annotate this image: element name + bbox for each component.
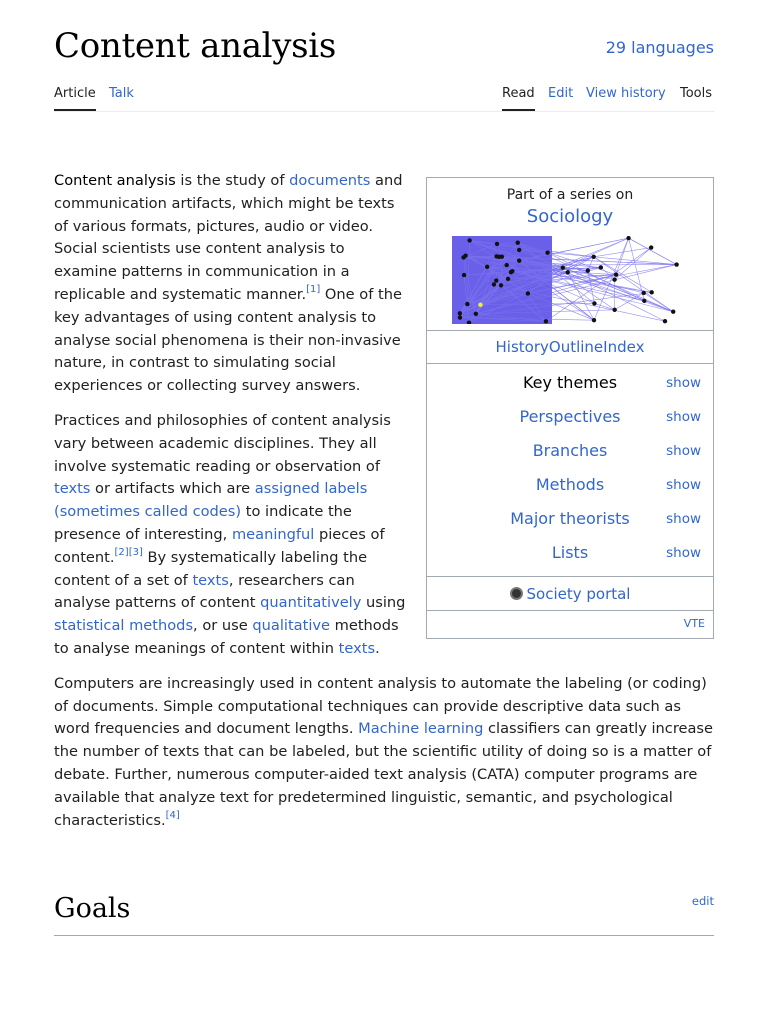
text: or artifacts which are bbox=[90, 480, 255, 498]
show-toggle[interactable]: show bbox=[666, 477, 701, 493]
text: methods to analyse meanings of content within bbox=[54, 617, 399, 657]
citation-3[interactable]: [3] bbox=[128, 546, 143, 558]
link-qualitative[interactable]: qualitative bbox=[252, 617, 330, 635]
text: , or use bbox=[193, 617, 253, 635]
text: Computers are increasingly used in content analysis to automate the labeling (or coding) of documents. Simple computational techniques can provide descriptive data such as word frequencies and document lengths. bbox=[54, 674, 707, 738]
infobox-row-label[interactable]: Branches bbox=[532, 441, 608, 460]
tab-edit[interactable]: Edit bbox=[548, 86, 574, 101]
infobox-row-label[interactable]: Perspectives bbox=[519, 407, 621, 426]
infobox-row-perspectives[interactable] bbox=[427, 402, 713, 436]
page-title: Content analysis bbox=[54, 26, 337, 66]
link-documents[interactable]: documents bbox=[289, 172, 371, 189]
sociology-network-image[interactable] bbox=[452, 236, 688, 324]
show-toggle[interactable]: show bbox=[666, 375, 701, 391]
languages-button[interactable]: 29 languages bbox=[605, 38, 714, 57]
link-quantitatively[interactable]: quantitatively bbox=[260, 594, 362, 612]
infobox-row-methods[interactable] bbox=[427, 470, 713, 504]
show-toggle[interactable]: show bbox=[666, 443, 701, 459]
link-texts[interactable]: texts bbox=[54, 480, 91, 498]
vte-links[interactable]: VTE bbox=[427, 610, 713, 638]
link-texts-2[interactable]: texts bbox=[192, 571, 229, 589]
section-heading: Goals bbox=[54, 893, 131, 924]
text: Practices and philosophies of content analysis vary between academic disciplines. They all involve systematic reading or observation of bbox=[54, 411, 391, 475]
society-portal-link[interactable] bbox=[427, 576, 713, 610]
tab-talk[interactable]: Talk bbox=[109, 86, 134, 101]
infobox-row-label[interactable]: Lists bbox=[551, 543, 589, 562]
article-body bbox=[54, 170, 714, 844]
link-meaningful[interactable]: meaningful bbox=[231, 525, 315, 543]
sociology-infobox bbox=[426, 177, 714, 639]
infobox-row-key-themes[interactable] bbox=[427, 368, 713, 402]
text: and communication artifacts, which might be texts of various formats, pictures, audio or video. Social scientists use content analysis to examine patterns in communication in a replicable and systematic manner. bbox=[54, 172, 403, 303]
link-machine-learning[interactable]: Machine learning bbox=[358, 720, 484, 738]
infobox-series-link[interactable]: Sociology bbox=[526, 206, 614, 227]
citation-4[interactable]: [4] bbox=[165, 809, 180, 821]
link-texts-3[interactable]: texts bbox=[338, 639, 376, 657]
tab-view-history[interactable]: View history bbox=[586, 86, 666, 101]
text: , researchers can analyse patterns of content bbox=[54, 571, 355, 612]
show-toggle[interactable]: show bbox=[666, 545, 701, 561]
citation-2[interactable]: [2] bbox=[114, 546, 129, 558]
text: pieces of content. bbox=[54, 525, 385, 566]
infobox-nav-links[interactable]: HistoryOutlineIndex bbox=[427, 330, 713, 363]
society-portal-icon bbox=[510, 587, 523, 600]
text: to indicate the presence of interesting, bbox=[54, 503, 352, 543]
text: is the study of bbox=[175, 172, 290, 189]
paragraph-computers bbox=[54, 673, 714, 833]
infobox-row-lists[interactable] bbox=[427, 538, 713, 572]
infobox-row-label[interactable]: Methods bbox=[535, 475, 605, 494]
infobox-row-label: Key themes bbox=[522, 373, 618, 392]
tab-read[interactable]: Read bbox=[502, 86, 535, 111]
citation-1[interactable]: [1] bbox=[306, 284, 321, 296]
link-assigned-labels[interactable]: assigned labels (sometimes called codes) bbox=[54, 480, 368, 521]
infobox-collapsible-list bbox=[427, 363, 713, 576]
page-tabs bbox=[54, 84, 714, 112]
tab-article[interactable]: Article bbox=[54, 86, 96, 111]
tools-menu[interactable]: Tools bbox=[680, 86, 713, 101]
infobox-row-label[interactable]: Major theorists bbox=[510, 509, 630, 528]
text: using bbox=[361, 594, 406, 612]
portal-label[interactable]: Society portal bbox=[526, 585, 631, 603]
section-edit-link[interactable]: edit bbox=[691, 894, 714, 908]
link-statistical-methods[interactable]: statistical methods bbox=[54, 617, 194, 635]
show-toggle[interactable]: show bbox=[666, 511, 701, 527]
text: . bbox=[375, 639, 380, 657]
text: classifiers can greatly increase the number of texts that can be labeled, but the scientific utility of doing so is a matter of debate. Further, numerous computer-aided text analysis (CATA) computer programs are available that analyze text for predetermined linguistic, semantic, and psychological characteristics. bbox=[54, 720, 714, 829]
infobox-header: Part of a series on bbox=[506, 187, 634, 203]
infobox-row-branches[interactable] bbox=[427, 436, 713, 470]
bold-term: Content analysis bbox=[54, 172, 176, 189]
section-goals bbox=[54, 893, 714, 936]
text: One of the key advantages of using content analysis to analyse social phenomena is their non-invasive nature, in contrast to simulating social experiences or collecting survey answers. bbox=[54, 285, 402, 395]
text: By systematically labeling the content of a set of bbox=[54, 548, 368, 589]
show-toggle[interactable]: show bbox=[666, 409, 701, 425]
infobox-row-major-theorists[interactable] bbox=[427, 504, 713, 538]
